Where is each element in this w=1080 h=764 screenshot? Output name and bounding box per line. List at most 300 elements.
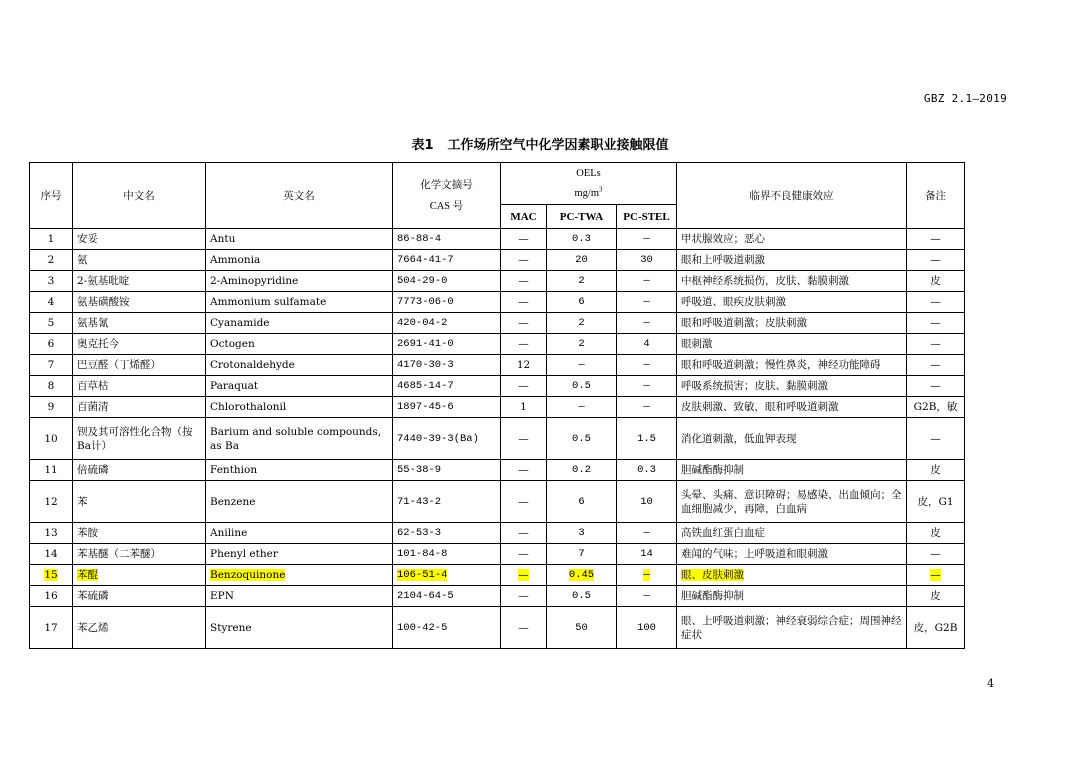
row-pc-stel (617, 355, 677, 376)
row-cas (393, 565, 501, 586)
row-mac (501, 418, 547, 460)
row-seq-text: 13 (44, 527, 58, 539)
col-oels-label: OELs (576, 167, 601, 179)
row-pc-stel (617, 250, 677, 271)
row-cn-name-text: 倍硫磷 (77, 464, 109, 476)
row-cn-name (73, 355, 206, 376)
row-remark-text: 皮 (930, 275, 941, 287)
row-mac (501, 355, 547, 376)
table-row (30, 586, 965, 607)
row-effect-text: 眼刺激 (681, 338, 713, 350)
row-effect-text: 眼和呼吸道刺激；皮肤刺激 (681, 317, 808, 329)
row-mac (501, 376, 547, 397)
row-mac (501, 460, 547, 481)
row-seq (30, 271, 73, 292)
row-effect (677, 544, 907, 565)
table-title-text: 工作场所空气中化学因素职业接触限值 (447, 138, 669, 153)
row-effect (677, 250, 907, 271)
row-pc-stel (617, 544, 677, 565)
row-effect (677, 565, 907, 586)
row-seq-text: 1 (47, 233, 55, 245)
row-effect (677, 397, 907, 418)
col-cn-name: 中文名 (73, 163, 206, 229)
row-cas-text: 55-38-9 (397, 464, 442, 476)
row-mac-text: — (518, 432, 529, 445)
row-cas-text: 62-53-3 (397, 527, 442, 539)
col-cas-line2: CAS 号 (429, 200, 464, 212)
row-pc-stel-text: 30 (640, 254, 653, 266)
row-en-name-text: Chlorothalonil (210, 401, 287, 413)
row-pc-twa-text: 6 (578, 495, 585, 508)
table-row (30, 607, 965, 649)
row-pc-stel (617, 292, 677, 313)
row-pc-twa-text: — (578, 359, 585, 371)
row-pc-stel-text: — (643, 590, 650, 602)
row-en-name (206, 229, 393, 250)
row-cn-name (73, 271, 206, 292)
row-effect (677, 292, 907, 313)
row-cn-name (73, 544, 206, 565)
row-pc-twa-text: 2 (578, 338, 585, 350)
row-remark-text: 皮，G1 (917, 495, 954, 508)
col-cas (393, 163, 501, 229)
row-en-name-text: Aniline (210, 527, 248, 539)
row-cas-text: 2104-64-5 (397, 590, 454, 602)
table-row (30, 271, 965, 292)
row-pc-stel-text: 10 (640, 495, 653, 508)
row-en-name (206, 313, 393, 334)
row-mac (501, 607, 547, 649)
table-row (30, 292, 965, 313)
row-pc-stel (617, 607, 677, 649)
row-pc-twa (547, 607, 617, 649)
table-row (30, 376, 965, 397)
row-remark-text: — (930, 548, 941, 560)
row-cas-text: 71-43-2 (397, 495, 442, 508)
row-pc-twa (547, 481, 617, 523)
row-mac-text: — (518, 338, 529, 350)
row-effect (677, 376, 907, 397)
row-mac-text: — (518, 254, 529, 266)
row-remark-text: 皮，G2B (913, 621, 958, 634)
row-en-name-text: Ammonium sulfamate (210, 296, 327, 308)
table-body (30, 229, 965, 649)
row-en-name (206, 544, 393, 565)
row-en-name (206, 565, 393, 586)
page-number: 4 (987, 677, 994, 690)
col-oels-unit: $mg/m^3$ (574, 185, 603, 199)
row-pc-twa-text: 3 (578, 527, 585, 539)
col-effects: 临界不良健康效应 (677, 163, 907, 229)
row-en-name (206, 271, 393, 292)
row-effect-text: 头晕、头痛、意识障碍；易感染、出血倾向；全血细胞减少，再障，白血病 (681, 488, 902, 515)
row-pc-twa (547, 334, 617, 355)
table-number: 表1 (411, 138, 434, 153)
row-effect-text: 胆碱酯酶抑制 (681, 590, 745, 602)
col-cas-line1: 化学文摘号 (420, 178, 473, 191)
row-cn-name-text: 百菌清 (77, 401, 109, 413)
row-pc-twa (547, 586, 617, 607)
row-pc-twa (547, 313, 617, 334)
row-effect (677, 418, 907, 460)
row-seq-text: 16 (44, 590, 58, 602)
row-pc-stel (617, 418, 677, 460)
col-en-name: 英文名 (206, 163, 393, 229)
row-pc-twa-text: — (578, 401, 585, 413)
row-remark (907, 397, 965, 418)
row-cas-text: 4170-30-3 (397, 359, 454, 371)
row-mac (501, 313, 547, 334)
row-remark (907, 229, 965, 250)
row-en-name (206, 250, 393, 271)
row-effect-text: 甲状腺效应；恶心 (681, 233, 766, 245)
row-effect-text: 皮肤刺激、致敏，眼和呼吸道刺激 (681, 401, 839, 413)
row-remark-text: — (930, 380, 941, 392)
row-mac (501, 544, 547, 565)
row-en-name (206, 376, 393, 397)
row-effect-text: 眼和呼吸道刺激；慢性鼻炎，神经功能障碍 (681, 359, 881, 371)
row-cas-text: 4685-14-7 (397, 380, 454, 392)
row-mac-text: — (518, 233, 529, 245)
row-pc-twa (547, 292, 617, 313)
row-mac (501, 334, 547, 355)
row-effect-text: 呼吸系统损害；皮肤、黏膜刺激 (681, 380, 829, 392)
col-pc-twa: PC-TWA (547, 205, 617, 229)
row-remark (907, 418, 965, 460)
row-pc-stel-text: — (643, 275, 650, 287)
row-mac (501, 586, 547, 607)
table-row (30, 355, 965, 376)
row-mac-text: — (518, 569, 529, 581)
row-pc-stel-text: — (643, 296, 650, 308)
row-seq (30, 544, 73, 565)
row-pc-twa-text: 0.45 (568, 569, 595, 581)
row-seq-text: 12 (44, 495, 58, 508)
row-en-name-text: Benzoquinone (210, 569, 286, 581)
row-pc-twa-text: 2 (578, 317, 585, 329)
row-seq (30, 229, 73, 250)
row-cn-name (73, 334, 206, 355)
row-cas (393, 607, 501, 649)
row-pc-stel-text: — (643, 359, 650, 371)
row-en-name (206, 481, 393, 523)
row-cas-text: 7664-41-7 (397, 254, 454, 266)
row-en-name-text: Fenthion (210, 464, 258, 476)
row-cas (393, 460, 501, 481)
row-effect-text: 呼吸道、眼疾皮肤刺激 (681, 296, 787, 308)
row-effect (677, 313, 907, 334)
row-en-name (206, 418, 393, 460)
row-remark-text: 皮 (930, 527, 941, 539)
row-remark-text: 皮 (930, 464, 941, 476)
row-cn-name (73, 397, 206, 418)
row-seq-text: 17 (44, 621, 58, 634)
row-pc-stel-text: 100 (637, 621, 656, 634)
row-seq (30, 397, 73, 418)
row-cas-text: 1897-45-6 (397, 401, 454, 413)
row-pc-twa (547, 523, 617, 544)
row-en-name (206, 292, 393, 313)
row-seq (30, 334, 73, 355)
row-pc-stel (617, 334, 677, 355)
col-oels (501, 163, 677, 205)
row-mac-text: — (518, 380, 529, 392)
row-effect-text: 高铁血红蛋白血症 (681, 527, 766, 539)
table-row (30, 481, 965, 523)
table-row (30, 397, 965, 418)
row-cas-text: 420-04-2 (397, 317, 448, 329)
row-seq-text: 10 (44, 432, 58, 445)
row-pc-stel (617, 376, 677, 397)
row-cas-text: 504-29-0 (397, 275, 448, 287)
table-row (30, 250, 965, 271)
row-cas (393, 544, 501, 565)
row-pc-stel-text: — (643, 233, 650, 245)
row-seq (30, 292, 73, 313)
row-cn-name-text: 氨基氰 (77, 317, 109, 329)
row-cn-name-text: 苯硫磷 (77, 590, 109, 602)
row-en-name (206, 460, 393, 481)
row-pc-twa-text: 0.3 (572, 233, 591, 245)
row-effect (677, 481, 907, 523)
row-pc-twa-text: 0.2 (572, 464, 591, 476)
row-en-name-text: EPN (210, 590, 234, 602)
row-effect (677, 355, 907, 376)
row-cas (393, 481, 501, 523)
row-seq (30, 607, 73, 649)
row-mac (501, 292, 547, 313)
table-row (30, 313, 965, 334)
row-pc-stel-text: 1.5 (637, 432, 656, 445)
row-remark (907, 313, 965, 334)
row-remark (907, 481, 965, 523)
row-cn-name (73, 565, 206, 586)
row-pc-stel-text: 0.3 (637, 464, 656, 476)
row-cn-name (73, 250, 206, 271)
row-cn-name-text: 氨基磺酸铵 (77, 296, 130, 308)
row-cas (393, 376, 501, 397)
row-pc-stel-text: — (643, 569, 650, 581)
row-cas-text: 86-88-4 (397, 233, 442, 245)
row-mac (501, 397, 547, 418)
row-pc-twa (547, 397, 617, 418)
row-seq (30, 460, 73, 481)
row-effect (677, 586, 907, 607)
row-remark-text: — (930, 317, 941, 329)
row-cn-name-text: 2-氨基吡啶 (77, 275, 130, 287)
row-seq-text: 4 (47, 296, 55, 308)
row-cn-name-text: 安妥 (77, 233, 98, 245)
row-cas-text: 7773-06-0 (397, 296, 454, 308)
row-seq-text: 15 (44, 569, 58, 581)
row-seq (30, 313, 73, 334)
table-row (30, 544, 965, 565)
row-effect (677, 271, 907, 292)
table-row (30, 460, 965, 481)
row-remark (907, 460, 965, 481)
row-en-name-text: 2-Aminopyridine (210, 275, 299, 287)
row-pc-twa (547, 229, 617, 250)
row-cn-name-text: 苯乙烯 (77, 621, 109, 634)
table-row (30, 418, 965, 460)
row-remark (907, 607, 965, 649)
row-cas (393, 334, 501, 355)
row-pc-stel (617, 565, 677, 586)
row-effect (677, 460, 907, 481)
row-pc-twa-text: 2 (578, 275, 585, 287)
row-pc-stel-text: — (643, 380, 650, 392)
row-pc-twa (547, 544, 617, 565)
row-pc-stel (617, 460, 677, 481)
row-mac-text: — (518, 548, 529, 560)
oel-table (29, 162, 965, 649)
table-row (30, 523, 965, 544)
row-mac (501, 481, 547, 523)
row-cn-name (73, 376, 206, 397)
row-remark (907, 376, 965, 397)
row-effect-text: 眼和上呼吸道刺激 (681, 254, 766, 266)
row-remark-text: — (930, 569, 941, 581)
row-cn-name (73, 607, 206, 649)
row-remark (907, 250, 965, 271)
row-cn-name-text: 百草枯 (77, 380, 109, 392)
row-cas (393, 355, 501, 376)
row-pc-stel (617, 313, 677, 334)
row-remark-text: — (930, 254, 941, 266)
row-mac-text: — (518, 317, 529, 329)
row-pc-stel (617, 523, 677, 544)
row-mac-text: — (518, 495, 529, 508)
row-remark (907, 523, 965, 544)
row-effect (677, 523, 907, 544)
col-pc-stel: PC-STEL (617, 205, 677, 229)
table-title (0, 134, 1080, 153)
row-en-name (206, 397, 393, 418)
row-pc-twa (547, 418, 617, 460)
row-remark (907, 334, 965, 355)
row-seq-text: 6 (47, 338, 55, 350)
row-cas-text: 2691-41-0 (397, 338, 454, 350)
row-mac-text: — (518, 621, 529, 634)
row-pc-twa-text: 50 (575, 621, 588, 634)
row-mac (501, 523, 547, 544)
row-pc-twa-text: 0.5 (572, 380, 591, 392)
row-cn-name (73, 313, 206, 334)
row-pc-twa (547, 355, 617, 376)
row-mac-text: 1 (520, 401, 527, 413)
row-en-name-text: Paraquat (210, 380, 259, 392)
row-remark-text: 皮 (930, 590, 941, 602)
row-effect-text: 胆碱酯酶抑制 (681, 464, 745, 476)
row-remark-text: — (930, 296, 941, 308)
row-remark-text: — (930, 338, 941, 350)
row-cn-name (73, 292, 206, 313)
row-remark-text: — (930, 233, 941, 245)
row-cas (393, 229, 501, 250)
row-pc-stel (617, 586, 677, 607)
row-cas (393, 292, 501, 313)
row-mac (501, 565, 547, 586)
row-mac-text: — (518, 296, 529, 308)
row-remark-text: — (930, 432, 941, 445)
row-pc-twa (547, 376, 617, 397)
row-cas (393, 523, 501, 544)
row-en-name (206, 586, 393, 607)
row-cas (393, 418, 501, 460)
row-seq-text: 7 (47, 359, 55, 371)
row-seq (30, 481, 73, 523)
row-mac (501, 229, 547, 250)
row-cn-name-text: 苯醌 (77, 569, 98, 581)
row-pc-stel (617, 229, 677, 250)
row-pc-stel (617, 397, 677, 418)
row-seq (30, 418, 73, 460)
row-cn-name (73, 229, 206, 250)
row-seq (30, 523, 73, 544)
row-seq-text: 8 (47, 380, 55, 392)
row-seq-text: 2 (47, 254, 55, 266)
row-pc-stel-text: 14 (640, 548, 653, 560)
row-cas (393, 397, 501, 418)
row-cas-text: 100-42-5 (397, 621, 448, 634)
row-cas (393, 313, 501, 334)
row-pc-twa (547, 565, 617, 586)
row-pc-stel-text: — (643, 527, 650, 539)
row-cn-name-text: 钡及其可溶性化合物（按Ba计） (77, 425, 193, 452)
row-pc-twa-text: 6 (578, 296, 585, 308)
row-en-name-text: Crotonaldehyde (210, 359, 295, 371)
row-pc-stel (617, 271, 677, 292)
row-en-name-text: Phenyl ether (210, 548, 278, 560)
row-en-name-text: Styrene (210, 621, 252, 634)
row-effect (677, 334, 907, 355)
row-remark (907, 355, 965, 376)
row-cas-text: 101-84-8 (397, 548, 448, 560)
row-effect (677, 229, 907, 250)
row-cn-name-text: 苯 (77, 495, 88, 508)
standard-code: GBZ 2.1—2019 (923, 92, 1007, 105)
row-en-name (206, 355, 393, 376)
col-seq: 序号 (30, 163, 73, 229)
row-en-name-text: Octogen (210, 338, 255, 350)
row-cn-name (73, 481, 206, 523)
table-header (30, 163, 965, 229)
row-cn-name (73, 418, 206, 460)
table-row (30, 334, 965, 355)
row-seq-text: 5 (47, 317, 55, 329)
row-mac-text: — (518, 275, 529, 287)
row-pc-stel (617, 481, 677, 523)
row-cas (393, 586, 501, 607)
row-en-name (206, 334, 393, 355)
row-pc-twa-text: 7 (578, 548, 585, 560)
row-cn-name (73, 460, 206, 481)
row-cn-name-text: 奥克托今 (77, 338, 119, 350)
row-cn-name (73, 523, 206, 544)
row-remark (907, 586, 965, 607)
row-pc-twa (547, 250, 617, 271)
row-en-name-text: Barium and soluble compounds, as Ba (210, 425, 382, 452)
row-cn-name-text: 氨 (77, 254, 88, 266)
row-remark (907, 292, 965, 313)
row-pc-twa (547, 271, 617, 292)
row-effect-text: 中枢神经系统损伤，皮肤、黏膜刺激 (681, 275, 850, 287)
row-mac-text: — (518, 590, 529, 602)
row-en-name-text: Benzene (210, 495, 256, 508)
row-pc-twa-text: 20 (575, 254, 588, 266)
col-remarks: 备注 (907, 163, 965, 229)
row-cas (393, 271, 501, 292)
